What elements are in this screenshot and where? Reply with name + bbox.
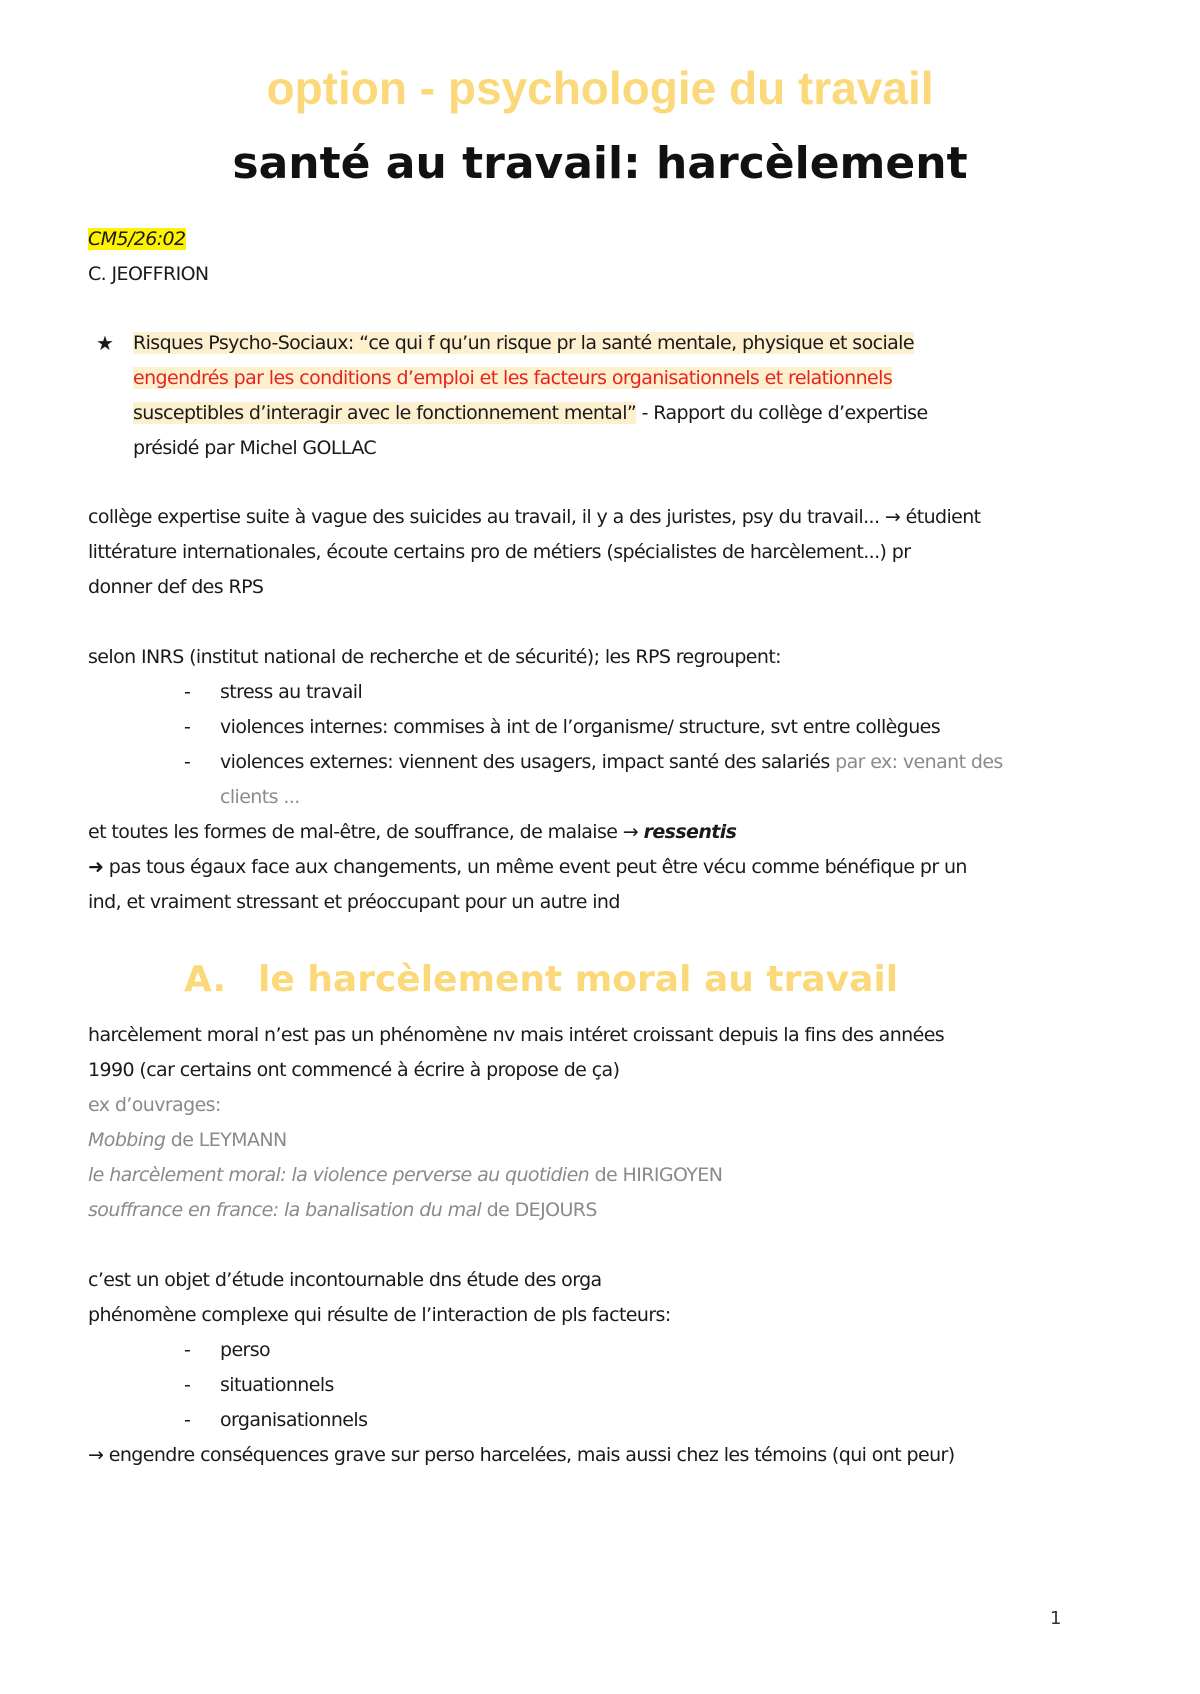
list-bullet: - — [184, 1374, 191, 1396]
section-a-line-2: 1990 (car certains ont commencé à écrire à propose de ça) — [88, 1059, 620, 1081]
document-subtitle: santé au travail: harcèlement — [232, 138, 968, 189]
phenomene-line: phénomène complexe qui résulte de l’interaction de pls facteurs: — [88, 1304, 671, 1326]
section-heading: le harcèlement moral au travail — [258, 959, 899, 1000]
list-item: situationnels — [220, 1374, 334, 1396]
list-item: violences internes: commises à int de l’organisme/ structure, svt entre collègues — [220, 716, 941, 738]
work-item: le harcèlement moral: la violence perverse au quotidien de HIRIGOYEN — [88, 1164, 723, 1186]
ressentis-line-2: ➜ pas tous égaux face aux changements, un même event peut être vécu comme bénéfique pr un — [88, 856, 967, 878]
list-item-continuation: clients ... — [220, 786, 300, 808]
rps-line-3: susceptibles d’interagir avec le fonctionnement mental” - Rapport du collège d’expertise — [133, 402, 928, 424]
list-item: organisationnels — [220, 1409, 368, 1431]
list-item: perso — [220, 1339, 271, 1361]
consequence-line: → engendre conséquences grave sur perso harcelées, mais aussi chez les témoins (qui ont peur) — [88, 1444, 955, 1466]
section-letter: A. — [184, 959, 227, 1000]
section-a-line-1: harcèlement moral n’est pas un phénomène nv mais intéret croissant depuis la fins des années — [88, 1024, 945, 1046]
works-label: ex d’ouvrages: — [88, 1094, 221, 1116]
author: C. JEOFFRION — [88, 263, 209, 285]
list-bullet: - — [184, 751, 191, 773]
star-icon: ★ — [96, 331, 114, 355]
course-code: CM5/26:02 — [88, 228, 186, 250]
inrs-intro: selon INRS (institut national de recherche et de sécurité); les RPS regroupent: — [88, 646, 781, 668]
rps-line-1: Risques Psycho-Sociaux: “ce qui f qu’un risque pr la santé mentale, physique et sociale — [133, 332, 914, 354]
ressentis-emphasis: ressentis — [643, 821, 737, 843]
expertise-line-1: collège expertise suite à vague des suicides au travail, il y a des juristes, psy du travail... → étudient — [88, 506, 981, 528]
list-item: violences externes: viennent des usagers, impact santé des salariés par ex: venant des — [220, 751, 1003, 773]
work-item: souffrance en france: la banalisation du mal de DEJOURS — [88, 1199, 597, 1221]
rps-line-4: présidé par Michel GOLLAC — [133, 437, 377, 459]
expertise-line-3: donner def des RPS — [88, 576, 264, 598]
list-bullet: - — [184, 1339, 191, 1361]
page-number: 1 — [1050, 1608, 1062, 1629]
ressentis-line-1: et toutes les formes de mal-être, de souffrance, de malaise → ressentis — [88, 821, 737, 843]
list-item: stress au travail — [220, 681, 363, 703]
list-bullet: - — [184, 681, 191, 703]
expertise-line-2: littérature internationales, écoute certains pro de métiers (spécialistes de harcèlement...) pr — [88, 541, 911, 563]
work-item: Mobbing de LEYMANN — [88, 1129, 287, 1151]
objet-etude-line: c’est un objet d’étude incontournable dns étude des orga — [88, 1269, 602, 1291]
rps-line-2: engendrés par les conditions d’emploi et les facteurs organisationnels et relationnels — [133, 367, 893, 389]
list-bullet: - — [184, 716, 191, 738]
document-title: option - psychologie du travail — [266, 62, 934, 114]
ressentis-line-3: ind, et vraiment stressant et préoccupant pour un autre ind — [88, 891, 620, 913]
list-bullet: - — [184, 1409, 191, 1431]
course-code-line — [88, 222, 186, 257]
